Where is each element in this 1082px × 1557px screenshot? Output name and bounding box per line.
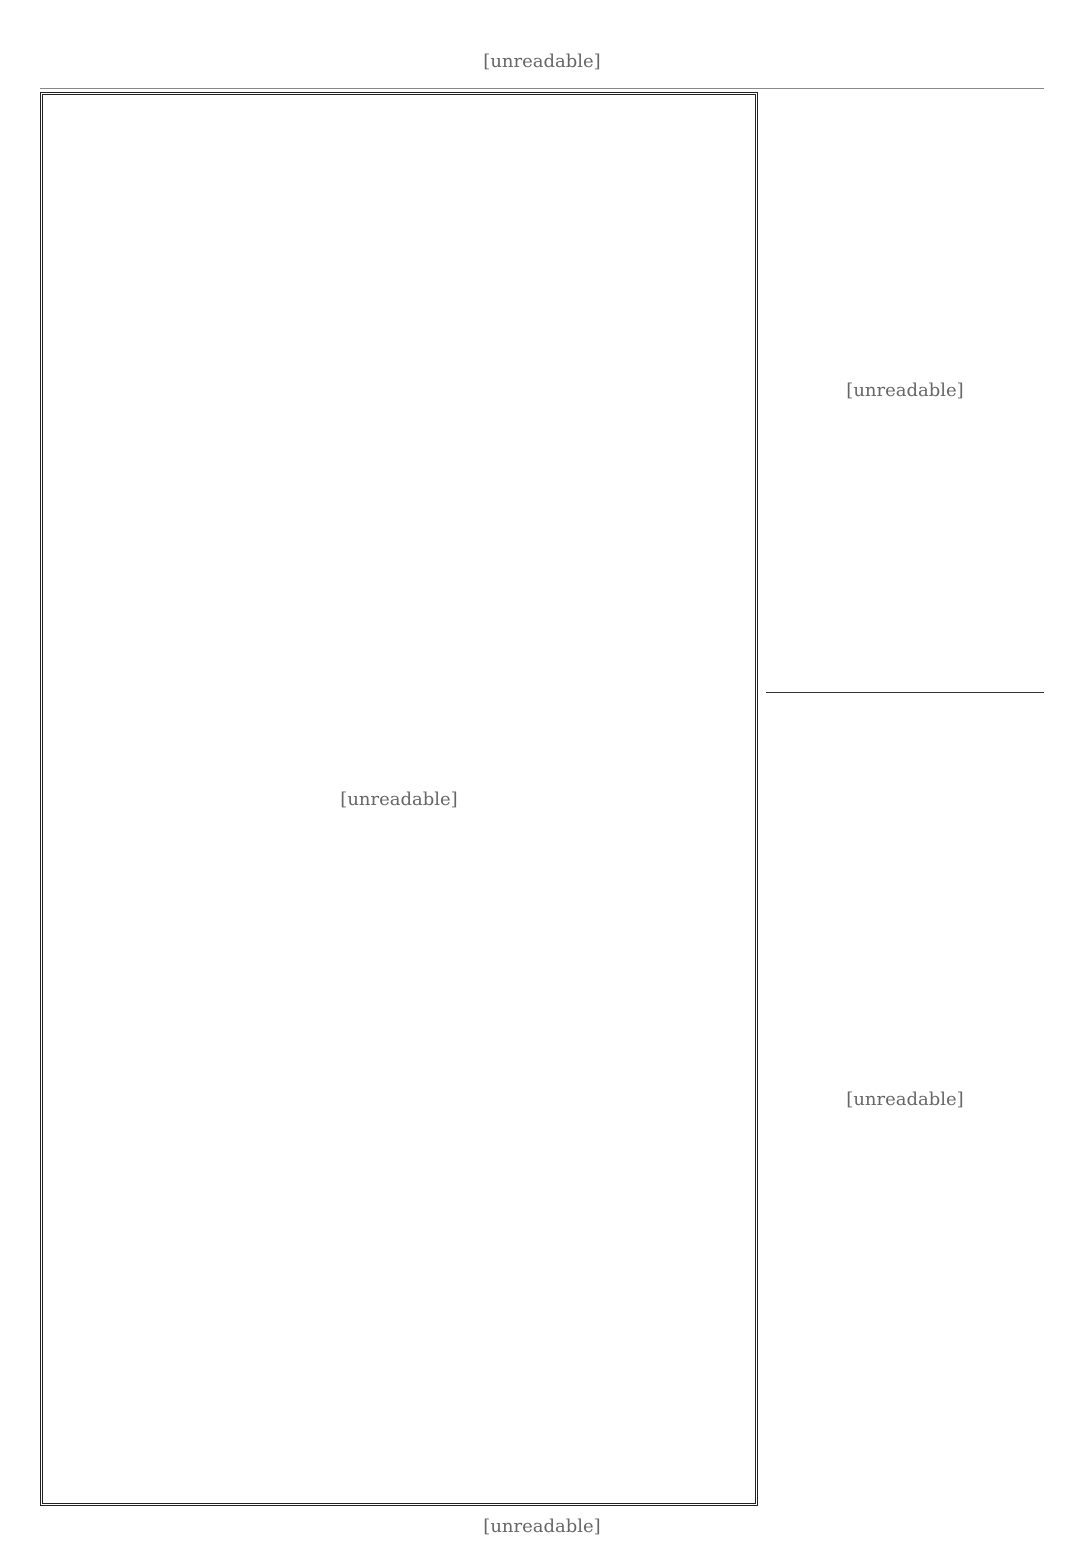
page-footer [40, 1506, 1044, 1546]
side-gloss-lower [766, 698, 1044, 1500]
page-header [40, 34, 1044, 89]
footer-text: [unreadable] [483, 1515, 601, 1537]
side-gloss-column [766, 92, 1044, 1500]
side-gloss-divider [766, 692, 1044, 693]
header-text: [unreadable] [483, 50, 601, 72]
side-gloss-upper-text: [unreadable] [846, 379, 964, 401]
side-gloss-lower-text: [unreadable] [846, 1088, 964, 1110]
side-gloss-upper [766, 92, 1044, 688]
main-commentary-column [40, 92, 758, 1506]
main-commentary-text: [unreadable] [340, 788, 458, 810]
